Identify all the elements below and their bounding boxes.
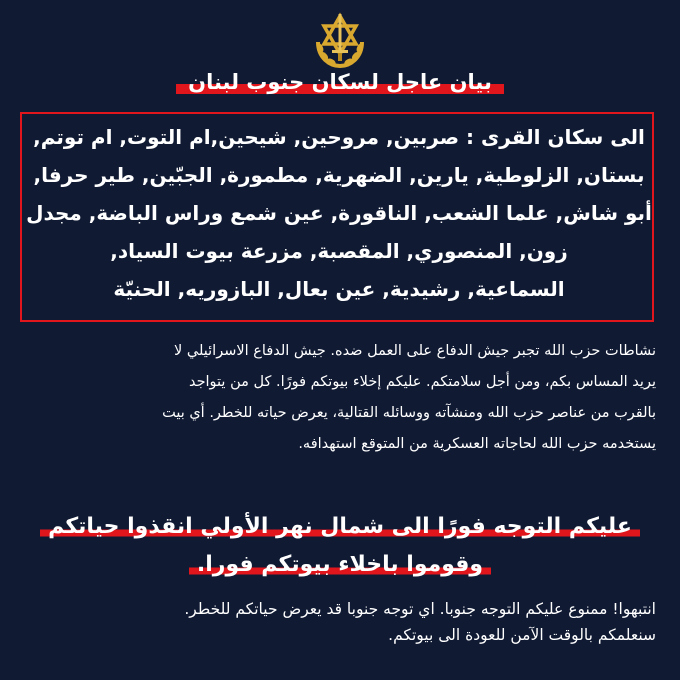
paragraph-line: يستخدمه حزب الله لحاجاته العسكرية من المتوقع استهدافه. bbox=[298, 436, 656, 452]
villages-line: السماعية, رشيدية, عين بعال, البازوريه, الحنيّة bbox=[113, 277, 565, 301]
paragraph-line: يريد المساس بكم، ومن أجل سلامتكم. عليكم إخلاء بيوتكم فورًا. كل من يتواجد bbox=[188, 374, 656, 390]
warning-line: انتبهوا! ممنوع عليكم التوجه جنوبا. اي توجه جنوبا قد يعرض حياتكم للخطر. bbox=[184, 600, 656, 618]
villages-line: زون, المنصوري, المقصبة, مزرعة بيوت السياد, bbox=[110, 239, 568, 263]
paragraph-line: بالقرب من عناصر حزب الله ومنشآته ووسائله القتالية، يعرض حياته للخطر. أي بيت bbox=[162, 405, 656, 421]
warning-text bbox=[26, 596, 656, 648]
idf-emblem-icon bbox=[312, 12, 368, 70]
warning-line: سنعلمكم بالوقت الآمن للعودة الى بيوتكم. bbox=[388, 626, 656, 644]
urgent-line: وقوموا باخلاء بيوتكم فورا. bbox=[189, 552, 491, 577]
villages-line: بستان, الزلوطية, يارين, الضهرية, مطمورة, الجبّين, طير حرفا, bbox=[33, 163, 645, 187]
urgent-instruction bbox=[0, 508, 680, 584]
announcement-title: بيان عاجل لسكان جنوب لبنان bbox=[176, 68, 504, 96]
urgent-line: عليكم التوجه فورًا الى شمال نهر الأولي انقذوا حياتكم bbox=[40, 514, 640, 539]
villages-line: أبو شاش, علما الشعب, الناقورة, عين شمع وراس الباضة, مجدل bbox=[26, 201, 652, 225]
villages-list bbox=[24, 118, 654, 308]
villages-line: الى سكان القرى : صربين, مروحين, شيحين,ام التوت, ام توتم, bbox=[33, 125, 645, 149]
body-paragraph bbox=[22, 336, 656, 460]
paragraph-line: نشاطات حزب الله تجبر جيش الدفاع على العمل ضده. جيش الدفاع الاسرائيلي لا bbox=[174, 343, 656, 359]
announcement-header bbox=[0, 68, 680, 96]
